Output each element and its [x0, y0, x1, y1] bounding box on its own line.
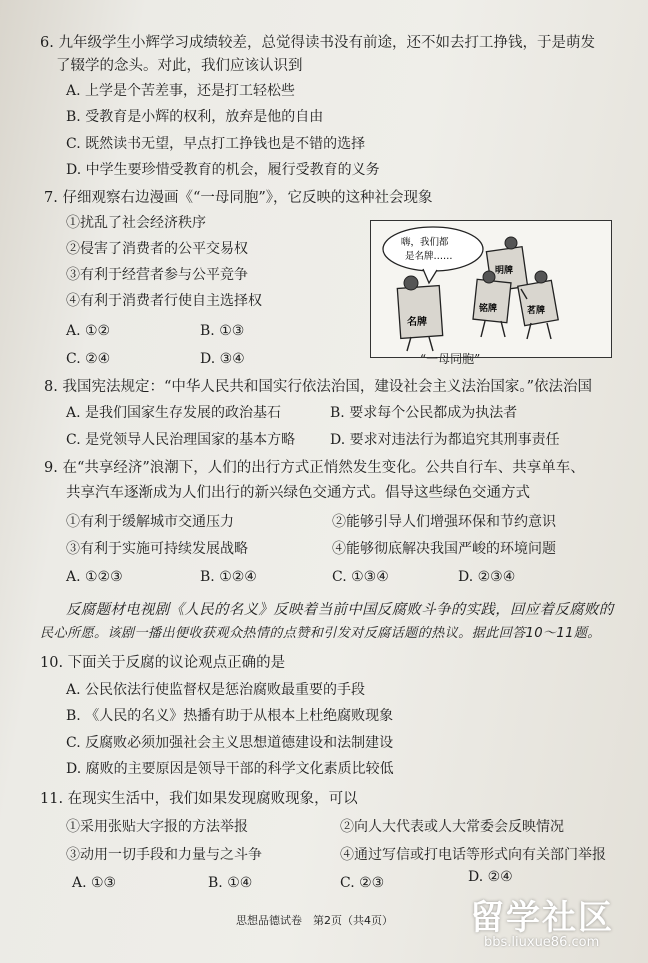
q7-option-a: A. ①②: [66, 323, 111, 339]
q7-statement-2: ②侵害了消费者的公平交易权: [66, 241, 248, 257]
q10-option-a: A. 公民依法行使监督权是惩治腐败最重要的手段: [66, 682, 366, 698]
q8-option-a: A. 是我们国家生存发展的政治基石: [66, 405, 282, 421]
q10-option-c: C. 反腐败必须加强社会主义思想道德建设和法制建设: [66, 735, 394, 751]
q7-statement-1: ①扰乱了社会经济秩序: [66, 215, 206, 231]
q10-option-b: B. 《人民的名义》热播有助于从根本上杜绝腐败现象: [66, 708, 394, 724]
q9-statement-2: ②能够引导人们增强环保和节约意识: [332, 514, 556, 530]
q11-statement-2: ②向人大代表或人大常委会反映情况: [340, 819, 564, 835]
q11-stem: 11. 在现实生活中，我们如果发现腐败现象，可以: [40, 791, 358, 807]
q11-option-d: D. ②④: [468, 869, 513, 885]
cartoon-bubble-text-2: 是名牌……: [405, 251, 453, 262]
q7-statement-4: ④有利于消费者行使自主选择权: [66, 293, 262, 309]
q9-option-b: B. ①②④: [200, 569, 257, 585]
q8-stem: 8. 我国宪法规定：“中华人民共和国实行依法治国，建设社会主义法治国家。”依法治国: [44, 379, 593, 395]
q9-option-a: A. ①②③: [66, 569, 123, 585]
q9-statement-1: ①有利于缓解城市交通压力: [66, 514, 234, 530]
page-footer: 思想品德试卷 第2页（共4页）: [236, 914, 393, 927]
watermark-logo: 留学社区: [470, 898, 614, 938]
cartoon-box-1: 明牌: [495, 266, 514, 276]
q10-option-d: D. 腐败的主要原因是领导干部的科学文化素质比较低: [66, 761, 394, 777]
q9-option-c: C. ①③④: [332, 569, 389, 585]
q6-stem-line1: 6. 九年级学生小辉学习成绩较差，总觉得读书没有前途，还不如去打工挣钱，于是萌发: [40, 35, 595, 51]
q8-option-b: B. 要求每个公民都成为执法者: [330, 405, 518, 421]
q9-stem-line2: 共享汽车逐渐成为人们出行的新兴绿色交通方式。倡导这些绿色交通方式: [66, 485, 530, 501]
q11-statement-1: ①采用张贴大字报的方法举报: [66, 819, 248, 835]
q11-statement-3: ③动用一切手段和力量与之斗争: [66, 847, 262, 863]
q10-stem: 10. 下面关于反腐的议论观点正确的是: [40, 655, 286, 671]
cartoon-illustration: [370, 220, 612, 358]
cartoon-box-3: 茗牌: [527, 306, 546, 316]
reading-intro-line1: 反腐题材电视剧《人民的名义》反映着当前中国反腐败斗争的实践，回应着反腐败的: [66, 602, 614, 618]
q7-option-b: B. ①③: [200, 323, 245, 339]
q7-stem: 7. 仔细观察右边漫画《“一母同胞”》，它反映的这种社会现象: [44, 190, 433, 206]
q11-option-c: C. ②③: [340, 875, 385, 891]
cartoon-box-2: 铭牌: [479, 304, 498, 314]
q9-statement-3: ③有利于实施可持续发展战略: [66, 541, 248, 557]
q11-option-b: B. ①④: [208, 875, 253, 891]
q6-stem-line2: 了辍学的念头。对此，我们应该认识到: [56, 58, 303, 74]
q7-option-d: D. ③④: [200, 351, 245, 367]
q7-option-c: C. ②④: [66, 351, 111, 367]
q6-option-b: B. 受教育是小辉的权利，放弃是他的自由: [66, 109, 324, 125]
q9-statement-4: ④能够彻底解决我国严峻的环境问题: [332, 541, 556, 557]
q9-stem-line1: 9. 在“共享经济”浪潮下，人们的出行方式正悄然发生变化。公共自行车、共享单车、: [44, 460, 585, 476]
cartoon-drawing: [371, 221, 610, 356]
q8-option-d: D. 要求对违法行为都追究其刑事责任: [330, 432, 560, 448]
q6-option-a: A. 上学是个苦差事，还是打工轻松些: [66, 83, 296, 99]
reading-intro-line2: 民心所愿。该剧一播出便收获观众热情的点赞和引发对反腐话题的热议。据此回答10～11题。: [40, 626, 601, 641]
cartoon-caption: “一母同胞”: [420, 352, 481, 366]
watermark-url: bbs.liuxue86.com: [484, 935, 600, 950]
cartoon-bubble-text-1: 嗨，我们都: [401, 237, 449, 248]
q11-statement-4: ④通过写信或打电话等形式向有关部门举报: [340, 847, 606, 863]
cartoon-box-4: 名牌: [407, 317, 427, 328]
q9-option-d: D. ②③④: [458, 569, 516, 585]
q6-option-c: C. 既然读书无望，早点打工挣钱也是不错的选择: [66, 136, 366, 152]
q8-option-c: C. 是党领导人民治理国家的基本方略: [66, 432, 296, 448]
q6-option-d: D. 中学生要珍惜受教育的机会，履行受教育的义务: [66, 162, 380, 178]
q11-option-a: A. ①③: [72, 875, 117, 891]
q7-statement-3: ③有利于经营者参与公平竞争: [66, 267, 248, 283]
